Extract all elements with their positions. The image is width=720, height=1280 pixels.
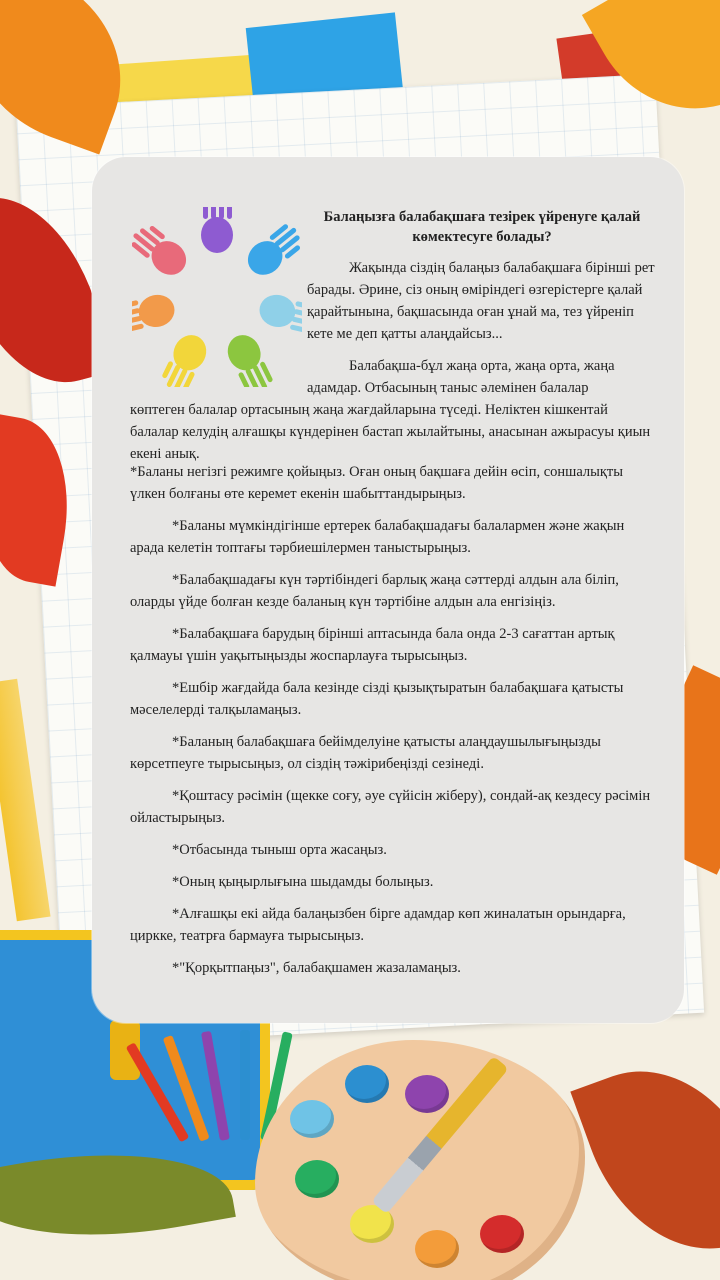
leaf-icon: [570, 1040, 720, 1279]
crayon-icon: [240, 1030, 250, 1140]
paint-blob-icon: [405, 1075, 449, 1113]
intro-paragraph: Жақында сіздің балаңыз балабақшаға бірінші рет барады. Әрине, сіз оның өміріндегі өзгерістерге қалай қарайтынына, бақшасында оған ұнай ма, тез үйреніп кете ме деп қатты алаңдайсыз...: [307, 260, 655, 342]
hands-logo: [132, 207, 302, 387]
tip-item: *Отбасында тыныш орта жасаңыз.: [172, 842, 387, 858]
tip-item: *Алғашқы екі айда балаңызбен бірге адамдар көп жиналатын орындарға, циркке, театрға бармауға тырысыңыз.: [130, 906, 626, 944]
kindergarten-paragraph-start: Балабақша-бұл жаңа орта, жаңа орта, жаңа адамдар. Отбасының таныс әлемінен балалар: [307, 358, 615, 396]
tip-item: *Баланы мүмкіндігінше ертерек балабақшадағы балалармен және жақын арада келетін топтағы тәрбиешілермен таныстырыңыз.: [130, 518, 625, 556]
paint-blob-icon: [415, 1230, 459, 1268]
paint-blob-icon: [295, 1160, 339, 1198]
hand-icon: [132, 207, 302, 387]
pencil-icon: [0, 679, 51, 921]
paint-blob-icon: [480, 1215, 524, 1253]
tip-item: *Қоштасу рәсімін (щекке соғу, әуе сүйісін жіберу), сондай-ақ кездесу рәсімін ойластырыңыз.: [130, 788, 651, 826]
tips-list: [130, 461, 660, 989]
paint-blob-icon: [290, 1100, 334, 1138]
tip-item: *Оның қыңырлығына шыдамды болыңыз.: [172, 874, 434, 890]
card-title: Балаңызға балабақшаға тезірек үйренуге қалай көмектесуге болады?: [323, 209, 641, 245]
crayon-icon: [201, 1031, 230, 1141]
info-card: [92, 157, 684, 1023]
tip-item: *Баланың балабақшаға бейімделуіне қатысты алаңдаушылығыңызды көрсетпеуге тырысыңыз, ол сіздің тәжірибеңізді сезінеді.: [130, 734, 601, 772]
tip-item: *"Қорқытпаңыз", балабақшамен жазаламаңыз.: [172, 960, 461, 976]
tip-item: *Ешбір жағдайда бала кезінде сізді қызықтыратын балабақшаға қатысты мәселелерді талқыламаңыз.: [130, 680, 624, 718]
tip-item: *Баланы негізгі режимге қойыңыз. Оған оның бақшаға дейін өсіп, соншалықты үлкен болғаны өте керемет екенін шабыттандырыңыз.: [130, 464, 623, 502]
paint-blob-icon: [345, 1065, 389, 1103]
crayon-icon: [163, 1035, 210, 1142]
kindergarten-paragraph-end: көптеген балалар ортасының жаңа жағдайларына түседі. Неліктен кішкентай балалар келудің алғашқы күндерінен бастап жылайтыны, анасынан ажырасуы қиын екені анық.: [130, 402, 651, 462]
tip-item: *Балабақшадағы күн тәртібіндегі барлық жаңа сәттерді алдын ала біліп, оларды үйде болған кезде баланың күн тәртібіне алдын ала енгізіңіз.: [130, 572, 619, 610]
tip-item: *Балабақшаға барудың бірінші аптасында бала онда 2-3 сағаттан артық қалмауы үшін уақытыңызды жоспарлауға тырысыңыз.: [130, 626, 615, 664]
